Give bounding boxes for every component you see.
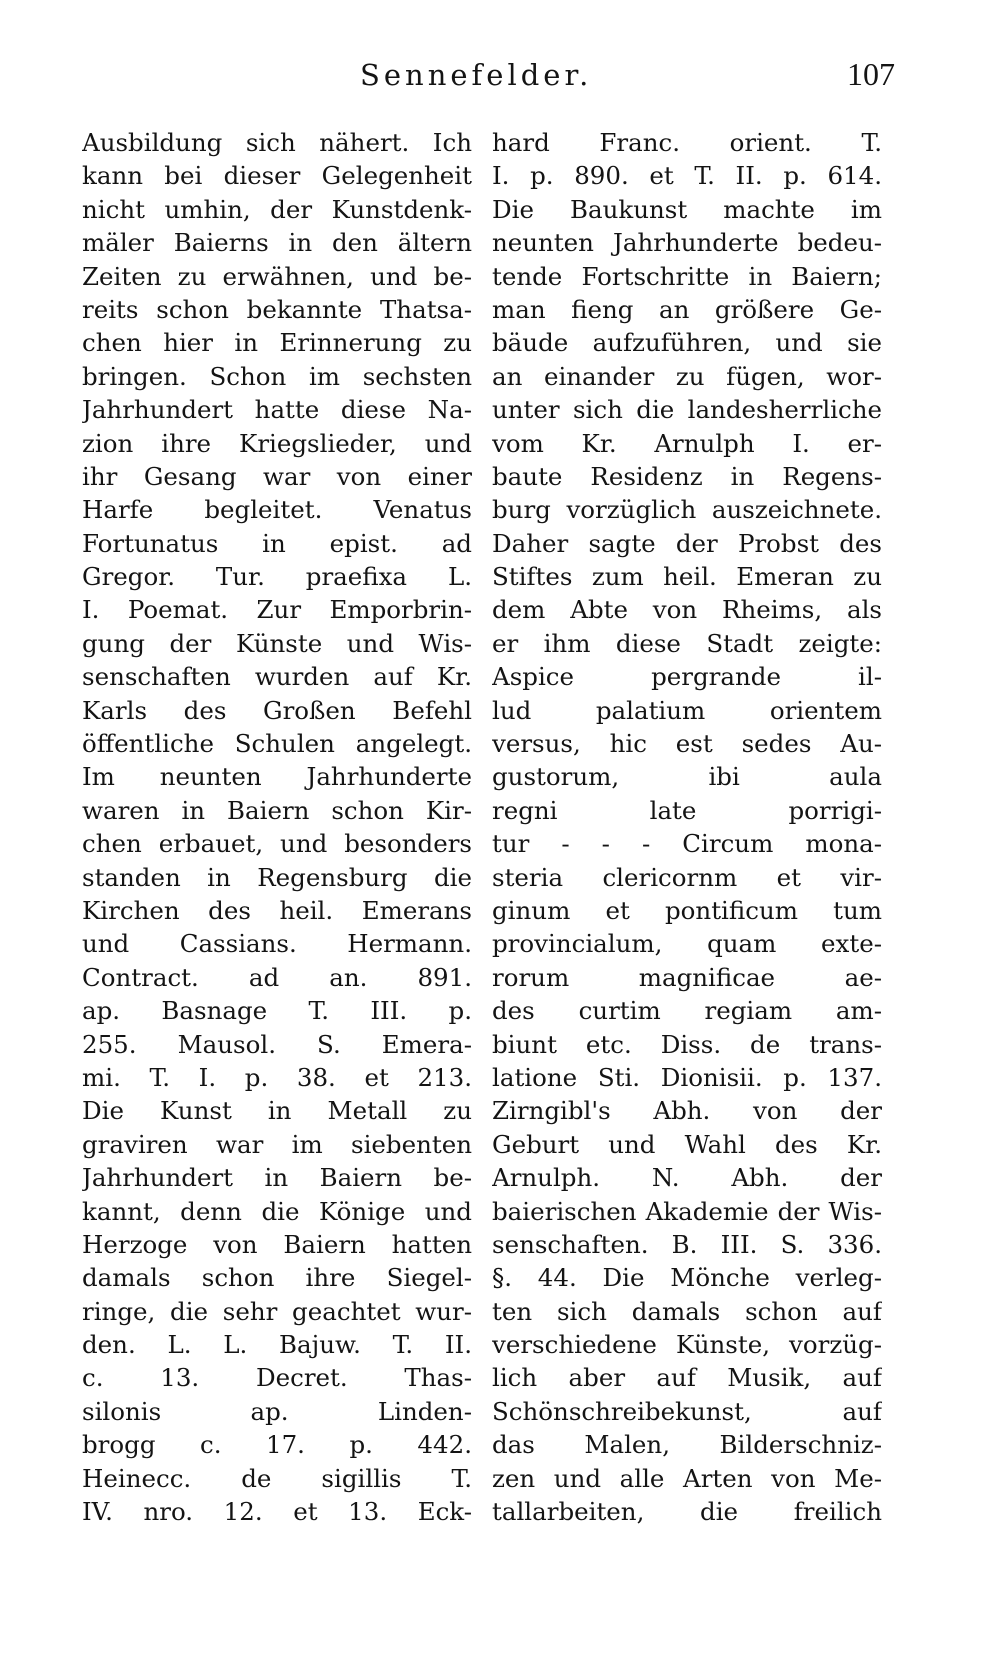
left-column-line: chen erbauet, und besonders xyxy=(82,829,472,859)
left-column-line: gung der Künste und Wis- xyxy=(82,628,472,658)
right-column-line: regni late porrigi- xyxy=(492,795,882,825)
left-column-line: waren in Baiern schon Kir- xyxy=(82,795,472,825)
left-column-line: reits schon bekannte Thatsa- xyxy=(82,294,472,324)
right-column-line: tur - - - Circum mona- xyxy=(492,829,882,859)
right-column-line: zen und alle Arten von Me- xyxy=(492,1463,882,1493)
right-column-line: man fieng an größere Ge- xyxy=(492,294,882,324)
left-column-line: graviren war im siebenten xyxy=(82,1129,472,1159)
right-column-line: neunten Jahrhunderte bedeu- xyxy=(492,228,882,258)
right-column-line: bäude aufzuführen, und sie xyxy=(492,328,882,358)
right-column-line: versus, hic est sedes Au- xyxy=(492,729,882,759)
right-column-line: ginum et pontificum tum xyxy=(492,895,882,925)
left-column-line: öffentliche Schulen angelegt. xyxy=(82,729,472,759)
left-column-line: silonis ap. Linden- xyxy=(82,1396,472,1426)
right-column-line: biunt etc. Diss. de trans- xyxy=(492,1029,882,1059)
right-column-line: §. 44. Die Mönche verleg- xyxy=(492,1263,882,1293)
left-column-line: mäler Baierns in den ältern xyxy=(82,228,472,258)
right-column-line: Arnulph. N. Abh. der xyxy=(492,1163,882,1193)
left-column-line: chen hier in Erinnerung zu xyxy=(82,328,472,358)
right-column-line: tende Fortschritte in Baiern; xyxy=(492,261,882,291)
right-column-line: I. p. 890. et T. II. p. 614. xyxy=(492,161,882,191)
right-column-line: Schönschreibekunst, auf xyxy=(492,1396,882,1426)
left-column-line: Karls des Großen Befehl xyxy=(82,695,472,725)
page-number: 107 xyxy=(847,56,895,92)
right-column-line: Die Baukunst machte im xyxy=(492,194,882,224)
right-column-line: steria clericornm et vir- xyxy=(492,862,882,892)
running-head: Sennefelder. xyxy=(360,58,593,92)
left-column-line: brogg c. 17. p. 442. xyxy=(82,1430,472,1460)
right-column-line: baierischen Akademie der Wis- xyxy=(492,1196,882,1226)
right-column-line: vom Kr. Arnulph I. er- xyxy=(492,428,882,458)
right-column-line: tallarbeiten, die freilich xyxy=(492,1497,882,1527)
left-column-line: c. 13. Decret. Thas- xyxy=(82,1363,472,1393)
left-column-line: Gregor. Tur. praefixa L. xyxy=(82,562,472,592)
left-column-line: zion ihre Kriegslieder, und xyxy=(82,428,472,458)
left-column-line: standen in Regensburg die xyxy=(82,862,472,892)
left-column xyxy=(82,126,472,1528)
left-column-line: Im neunten Jahrhunderte xyxy=(82,762,472,792)
left-column-line: kannt, denn die Könige und xyxy=(82,1196,472,1226)
right-column-line: latione Sti. Dionisii. p. 137. xyxy=(492,1062,882,1092)
right-column-line: er ihm diese Stadt zeigte: xyxy=(492,628,882,658)
left-column-line: Jahrhundert hatte diese Na- xyxy=(82,395,472,425)
left-column-line: I. Poemat. Zur Emporbrin- xyxy=(82,595,472,625)
left-column-line: Jahrhundert in Baiern be- xyxy=(82,1163,472,1193)
left-column-line: Ausbildung sich nähert. Ich xyxy=(82,128,472,157)
right-column xyxy=(492,126,882,1528)
right-column-line: Stiftes zum heil. Emeran zu xyxy=(492,562,882,592)
right-column-line: verschiedene Künste, vorzüg- xyxy=(492,1330,882,1360)
right-column-line: senschaften. B. III. S. 336. xyxy=(492,1229,882,1259)
right-column-line: baute Residenz in Regens- xyxy=(492,461,882,491)
right-column-line: Zirngibl's Abh. von der xyxy=(492,1096,882,1126)
left-column-line: Harfe begleitet. Venatus xyxy=(82,495,472,525)
left-column-line: nicht umhin, der Kunstdenk- xyxy=(82,194,472,224)
right-column-line: Geburt und Wahl des Kr. xyxy=(492,1129,882,1159)
left-column-line: Die Kunst in Metall zu xyxy=(82,1096,472,1126)
right-column-line: unter sich die landesherrliche xyxy=(492,395,882,425)
left-column-line: mi. T. I. p. 38. et 213. xyxy=(82,1062,472,1092)
right-column-line: provincialum, quam exte- xyxy=(492,929,882,959)
left-column-line: Fortunatus in epist. ad xyxy=(82,528,472,558)
left-column-line: Heinecc. de sigillis T. xyxy=(82,1463,472,1493)
left-column-line: ap. Basnage T. III. p. xyxy=(82,996,472,1026)
left-column-line: kann bei dieser Gelegenheit xyxy=(82,161,472,191)
right-column-line: das Malen, Bilderschniz- xyxy=(492,1430,882,1460)
right-column-line: rorum magnificae ae- xyxy=(492,962,882,992)
right-column-line: hard Franc. orient. T. xyxy=(492,128,882,157)
left-column-line: Herzoge von Baiern hatten xyxy=(82,1229,472,1259)
left-column-line: Contract. ad an. 891. xyxy=(82,962,472,992)
right-column-line: dem Abte von Rheims, als xyxy=(492,595,882,625)
right-column-line: Daher sagte der Probst des xyxy=(492,528,882,558)
left-column-line: ringe, die sehr geachtet wur- xyxy=(82,1296,472,1326)
left-column-line: bringen. Schon im sechsten xyxy=(82,361,472,391)
left-column-line: den. L. L. Bajuw. T. II. xyxy=(82,1330,472,1360)
right-column-line: des curtim regiam am- xyxy=(492,996,882,1026)
left-column-line: Zeiten zu erwähnen, und be- xyxy=(82,261,472,291)
left-column-line: und Cassians. Hermann. xyxy=(82,929,472,959)
right-column-line: an einander zu fügen, wor- xyxy=(492,361,882,391)
left-column-line: Kirchen des heil. Emerans xyxy=(82,895,472,925)
right-column-line: burg vorzüglich auszeichnete. xyxy=(492,495,882,525)
right-column-line: gustorum, ibi aula xyxy=(492,762,882,792)
left-column-line: damals schon ihre Siegel- xyxy=(82,1263,472,1293)
left-column-line: IV. nro. 12. et 13. Eck- xyxy=(82,1497,472,1527)
right-column-line: lich aber auf Musik, auf xyxy=(492,1363,882,1393)
left-column-line: senschaften wurden auf Kr. xyxy=(82,662,472,692)
left-column-line: ihr Gesang war von einer xyxy=(82,461,472,491)
right-column-line: ten sich damals schon auf xyxy=(492,1296,882,1326)
right-column-line: lud palatium orientem xyxy=(492,695,882,725)
left-column-line: 255. Mausol. S. Emera- xyxy=(82,1029,472,1059)
right-column-line: Aspice pergrande il- xyxy=(492,662,882,692)
